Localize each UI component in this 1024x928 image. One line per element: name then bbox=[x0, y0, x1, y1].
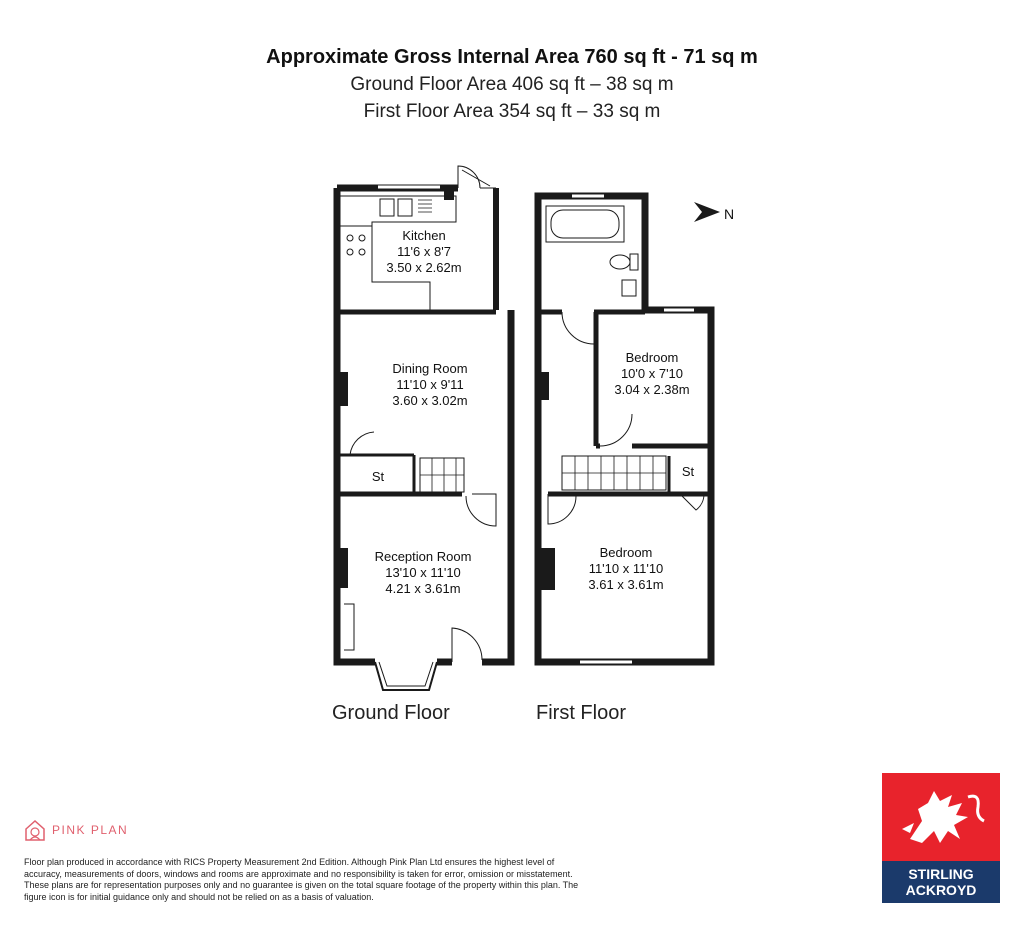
ground-floor-label: Ground Floor bbox=[332, 702, 450, 724]
reception-imperial: 13'10 x 11'10 bbox=[385, 565, 461, 580]
first-floor-label: First Floor bbox=[536, 702, 626, 724]
first-floor-area: First Floor Area 354 sq ft – 33 sq m bbox=[363, 101, 661, 122]
dining-imperial: 11'10 x 9'11 bbox=[396, 377, 464, 392]
reception-metric: 4.21 x 3.61m bbox=[385, 581, 461, 596]
logo-emblem bbox=[882, 773, 1000, 861]
pinkplan-logo-icon bbox=[24, 818, 46, 842]
pinkplan-name: PINK PLAN bbox=[52, 823, 129, 837]
kitchen-metric: 3.50 x 2.62m bbox=[386, 260, 462, 275]
logo-wordmark bbox=[882, 861, 1000, 903]
stirling-ackroyd-logo bbox=[882, 773, 1000, 903]
first-floor-plan bbox=[538, 194, 711, 664]
bedroom-front-imperial: 11'10 x 11'10 bbox=[588, 561, 664, 576]
gross-area-title: Approximate Gross Internal Area 760 sq ft - 71 sq m bbox=[266, 46, 758, 68]
bedroom-front-name: Bedroom bbox=[599, 545, 653, 560]
ground-floor-area: Ground Floor Area 406 sq ft – 38 sq m bbox=[350, 74, 674, 95]
ground-store-name: St bbox=[371, 469, 385, 484]
griffin-icon bbox=[882, 773, 1000, 861]
compass-label: N bbox=[724, 206, 735, 222]
agent-line1: STIRLING bbox=[908, 866, 974, 882]
agent-line2: ACKROYD bbox=[905, 882, 977, 898]
kitchen-imperial: 11'6 x 8'7 bbox=[397, 244, 451, 259]
reception-name: Reception Room bbox=[374, 549, 472, 564]
dining-metric: 3.60 x 3.02m bbox=[392, 393, 468, 408]
bedroom-rear-imperial: 10'0 x 7'10 bbox=[620, 366, 684, 381]
kitchen-name: Kitchen bbox=[402, 228, 446, 243]
north-compass-icon bbox=[694, 202, 720, 222]
dining-name: Dining Room bbox=[392, 361, 468, 376]
first-store-name: St bbox=[681, 464, 695, 479]
disclaimer-text: Floor plan produced in accordance with RICS Property Measurement 2nd Edition. Although Pink Plan Ltd ensures the highest level of accuracy, measurements of doors, windows and rooms are approximate and no responsibility is taken for error, omission or misstatement. These plans are for representation purposes only and no guarantee is given on the total square footage of the property within this plan. The figure icon is for initial guidance only and should not be relied on as a basis of valuation. bbox=[24, 857, 579, 902]
pinkplan-brand bbox=[24, 818, 128, 842]
bedroom-front-metric: 3.61 x 3.61m bbox=[588, 577, 664, 592]
bedroom-rear-metric: 3.04 x 2.38m bbox=[614, 382, 690, 397]
bedroom-rear-name: Bedroom bbox=[625, 350, 679, 365]
